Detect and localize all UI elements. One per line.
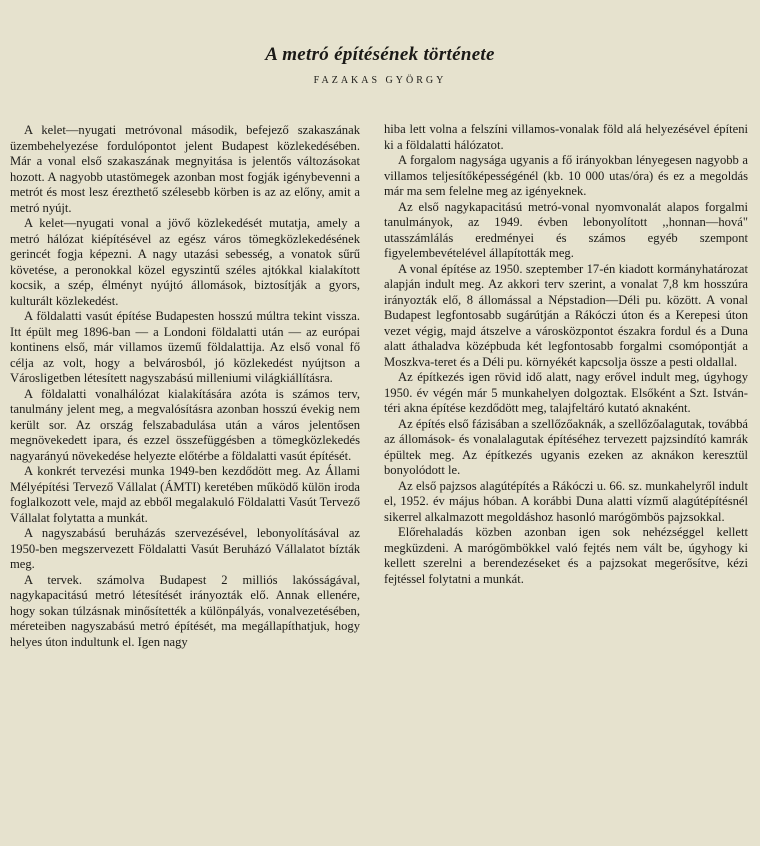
paragraph: A forgalom nagysága ugyanis a fő irányokban lényegesen nagyobb a villamos teljesítőképességénél (kb. 10 000 utas/óra) és ez a megoldás már ma sem felelne meg az igényeknek. — [384, 153, 748, 198]
paragraph: A kelet—nyugati metróvonal második, befejező szakaszának üzembehelyezése fordulópontot jelent Budapest közlekedésében. Már a vonal első szakaszának megnyitása is jelentős változásokat hozott. A nagyobb utastömegek azonban most fogják igénybevenni a metrót és most lesz érezthető szélesebb körben is az az előny, amit a metró nyújt. — [10, 123, 360, 215]
paragraph: A földalatti vonalhálózat kialakítására azóta is számos terv, tanulmány jelent meg, a megvalósításra azonban hosszú évekig nem került sor. Az ország felszabadulása után a város jelentősen megnövekedett ipara, és ezzel összefüggésben a tömegközlekedés nagyarányú növekedése helyezte előtérbe a földalatti vasút építését. — [10, 386, 360, 463]
right-column — [384, 122, 748, 587]
paragraph: A konkrét tervezési munka 1949-ben kezdődött meg. Az Állami Mélyépítési Tervező Vállalat (ÁMTI) keretében működő külön iroda foglalkozott vele, majd az ebből megalakuló Földalatti Vasút Tervező Vállalat folytatta a munkát. — [10, 464, 360, 525]
article-title: A metró építésének története — [265, 44, 495, 65]
paragraph: Előrehaladás közben azonban igen sok nehézséggel kellett megküzdeni. A marógömbökkel való fejtés nem vált be, úgyhogy ki kellett szerelni a berendezéseket és a pajzsokat megerősítve, kézi fejtéssel folytatni a munkát. — [384, 525, 748, 586]
paragraph: A nagyszabású beruházás szervezésével, lebonyolításával az 1950-ben megszervezett Földalatti Vasút Beruházó Vállalatot bízták meg. — [10, 526, 360, 571]
paragraph: A földalatti vasút építése Budapesten hosszú múltra tekint vissza. Itt épült meg 1896-ban — a Londoni földalatti után — az európai kontinens első, már villamos üzemű földalattija. Az első vonal fő célja az volt, hogy a belvárosból, jó közlekedést nyújtson a Városligetben létesített nagyszabású milleniumi világkiállításra. — [10, 309, 360, 385]
paragraph: Az első nagykapacitású metró-vonal nyomvonalát alapos forgalmi tanulmányok, az 1949. évben lebonyolított ,,honnan—hová" utasszámlálás eredményei és számos egyéb szempont figyelembevételével állapították meg. — [384, 199, 748, 260]
left-column — [10, 123, 360, 650]
article-author: FAZAKAS GYÖRGY — [313, 75, 447, 86]
paragraph-continued: hiba lett volna a felszíni villamos-vonalak föld alá helyezésével építeni ki a földalatti hálózatot. — [384, 122, 748, 152]
paragraph: Az építkezés igen rövid idő alatt, nagy erővel indult meg, úgyhogy 1950. év végén már 5 munkahelyen dolgoztak. Elsőként a Szt. István-téri akna építése kezdődött meg, talajfeltáró kutató aknaként. — [384, 370, 748, 415]
paragraph: A tervek. számolva Budapest 2 milliós lakósságával, nagykapacitású metró létesítését irányozták elő. Annak ellenére, hogy sokan túlzásnak minősítették a különpályás, vonalvezetésében, méreteiben nagyszabású metró építését, ma megállapíthatjuk, hogy helyes úton indultunk el. Igen nagy — [10, 572, 360, 649]
paragraph: Az építés első fázisában a szellőzőaknák, a szellőzőalagutak, továbbá az állomások- és vonalalagutak építéséhez tervezett pajzsindító kamrák épültek meg. Az építkezés ugyanis ezeken az aknákon keresztül bonyolódott le. — [384, 416, 748, 477]
paragraph: A kelet—nyugati vonal a jövő közlekedését mutatja, amely a metró hálózat kiépítésével az egész város tömegközlekedésének gerincét fogja képezni. A nagy utazási sebesség, a vonatok sűrű követése, a peronokkal közel egyszintű széles ajtókkal kialakított kocsik, a szép, élményt nyújtó állomások, biztosítják a gyors, kulturált közlekedést. — [10, 216, 360, 308]
paragraph: Az első pajzsos alagútépítés a Rákóczi u. 66. sz. munkahelyről indult el, 1952. év május hóban. A korábbi Duna alatti vízmű alagútépítésnél sikerrel alkalmazott megoldáshoz hasonló marógömbös pajzsokkal. — [384, 478, 748, 524]
paragraph: A vonal építése az 1950. szeptember 17-én kiadott kormányhatározat alapján indult meg. Az akkori terv szerint, a vonalat 7,8 km hosszúra irányozták elő, 8 állomással a Népstadion—Déli pu. között. A vonal Budapest legfontosabb sugárútján a Rákóczi úton és a Kerepesi úton vezet végig, majd átszelve a városközpontot északra fordul és a Duna alatt áthaladva középbuda két legfontosabb forgalmi csomópontját a Moszkva-teret és a Déli pu. környékét kapcsolja össze a pesti oldallal. — [384, 261, 748, 369]
